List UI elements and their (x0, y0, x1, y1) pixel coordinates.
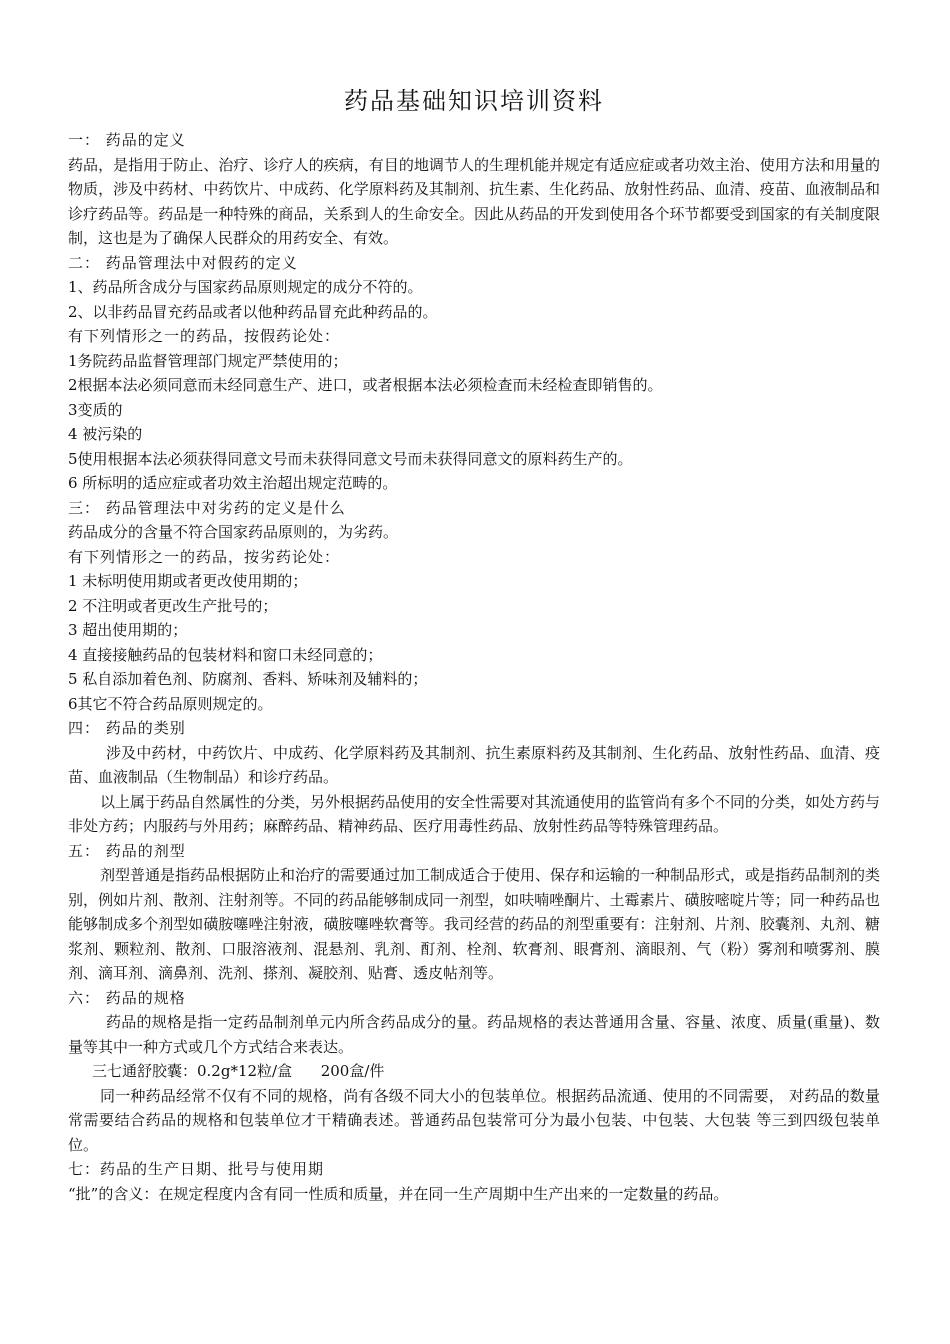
section-4-paragraph: 以上属于药品自然属性的分类，另外根据药品使用的安全性需要对其流通使用的监管尚有多个不同的分类，如处方药与非处方药；内服药与外用药；麻醉药品、精神药品、医疗用毒性药品、放射性药品等特殊管理药品。 (68, 792, 881, 835)
section-7-heading: 七：药品的生产日期、批号与使用期 (68, 1160, 325, 1178)
section-6-paragraph: 药品的规格是指一定药品制剂单元内所含药品成分的量。药品规格的表达普通用含量、容量、浓度、质量(重量)、数量等其中一种方式或几个方式结合来表达。 (68, 1013, 880, 1056)
section-2-case: 3变质的 (68, 400, 123, 419)
section-5-body: 剂型普通是指药品根据防止和治疗的需要通过加工制成适合于使用、保存和运输的一种制品形式，或是指药品制剂的类别，例如片剂、散剂、注射剂等。不同的药品能够制成同一剂型，如呋喃唑酮片、土霉素片、磺胺嘧啶片等；同一种药品也能够制成多个剂型如磺胺噻唑注射液，磺胺噻唑软膏等。我司经营的药品的剂型重要有：注射剂、片剂、胶囊剂、丸剂、糖浆剂、颗粒剂、散剂、口服溶液剂、混悬剂、乳剂、酊剂、栓剂、软膏剂、眼膏剂、滴眼剂、气（粉）雾剂和喷雾剂、膜剂、滴耳剂、滴鼻剂、洗剂、搽剂、凝胶剂、贴膏、透皮帖剂等。 (68, 866, 881, 982)
section-2-subheading: 有下列情形之一的药品，按假药论处： (68, 327, 341, 345)
section-2-item: 1、药品所含成分与国家药品原则规定的成分不符的。 (68, 278, 423, 296)
section-3-case: 3 超出使用期的； (68, 621, 188, 639)
section-2-case: 6 所标明的适应症或者功效主治超出规定范畴的。 (68, 474, 398, 492)
section-1-body: 药品，是指用于防止、治疗、诊疗人的疾病，有目的地调节人的生理机能并规定有适应症或者功效主治、使用方法和用量的物质，涉及中药材、中药饮片、中成药、化学原料药及其制剂、抗生素、生化药品、放射性药品、血清、疫苗、血液制品和诊疗药品等。药品是一种特殊的商品，关系到人的生命安全。因此从药品的开发到使用各个环节都要受到国家的有关制度限制，这也是为了确保人民群众的用药安全、有效。 (68, 155, 880, 247)
section-3-case: 1 未标明使用期或者更改使用期的； (68, 572, 308, 590)
section-5-heading: 五： 药品的剂型 (68, 841, 186, 860)
section-6-example: 三七通舒胶囊：0.2g*12粒/盒 200盒/件 (92, 1062, 385, 1080)
section-3-body: 药品成分的含量不符合国家药品原则的，为劣药。 (68, 523, 399, 541)
document-page (68, 86, 880, 1206)
section-2-item: 2、以非药品冒充药品或者以他种药品冒充此种药品的。 (68, 302, 438, 321)
section-3-heading: 三： 药品管理法中对劣药的定义是什么 (68, 498, 346, 517)
section-7-body: “批”的含义：在规定程度内含有同一性质和质量，并在同一生产周期中生产出来的一定数量的药品。 (68, 1184, 729, 1203)
section-3-case: 4 直接接触药品的包装材料和窗口未经同意的； (68, 645, 383, 664)
section-2-case: 4 被污染的 (68, 425, 143, 443)
document-title: 药品基础知识培训资料 (344, 87, 604, 115)
section-3-case: 2 不注明或者更改生产批号的； (68, 596, 278, 615)
section-2-case: 2根据本法必须同意而未经同意生产、进口，或者根据本法必须检查而未经检查即销售的。 (68, 376, 663, 394)
section-6-heading: 六： 药品的规格 (68, 988, 186, 1007)
section-4-heading: 四： 药品的类别 (68, 719, 186, 737)
section-2-heading: 二： 药品管理法中对假药的定义 (68, 253, 298, 272)
section-2-case: 5使用根据本法必须获得同意文号而未获得同意文号而未获得同意文的原料药生产的。 (68, 449, 633, 468)
section-6-paragraph: 同一种药品经常不仅有不同的规格，尚有各级不同大小的包装单位。根据药品流通、使用的不同需要， 对药品的数量常需要结合药品的规格和包装单位才干精确表述。普通药品包装常可分为最小包装、中包装、大包装 等三到四级包装单位。 (68, 1086, 880, 1154)
section-3-case: 5 私自添加着色剂、防腐剂、香料、矫味剂及辅料的； (68, 670, 428, 688)
section-3-case: 6其它不符合药品原则规定的。 (68, 694, 273, 713)
section-1-heading: 一： 药品的定义 (68, 131, 186, 149)
section-4-paragraph: 涉及中药材，中药饮片、中成药、化学原料药及其制剂、抗生素原料药及其制剂、生化药品、放射性药品、血清、疫苗、血液制品（生物制品）和诊疗药品。 (68, 743, 880, 786)
section-2-case: 1务院药品监督管理部门规定严禁使用的； (68, 351, 348, 370)
section-3-subheading: 有下列情形之一的药品，按劣药论处： (68, 547, 341, 566)
